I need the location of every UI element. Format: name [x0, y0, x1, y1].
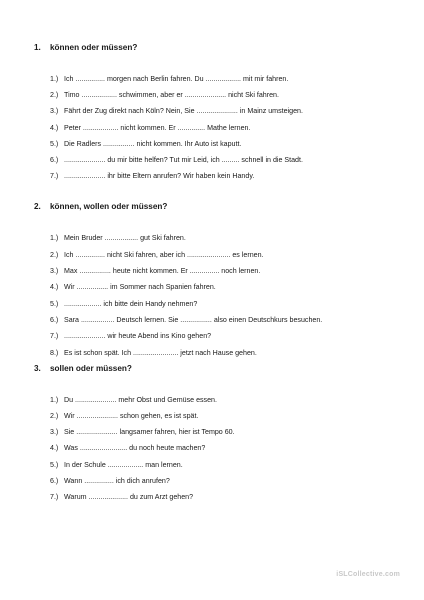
section-1-title: 1. können oder müssen? — [34, 43, 138, 52]
item-text: ..................... ihr bitte Eltern anrufen? Wir haben kein Handy. — [64, 172, 255, 180]
item-text: Max ................ heute nicht kommen. Er ............... noch lernen. — [64, 267, 261, 275]
item-text: Timo .................. schwimmen, aber er ..................... nicht Ski fahren. — [64, 91, 279, 99]
exercise-item — [50, 332, 211, 341]
item-text: Wir ................ im Sommer nach Spanien fahren. — [64, 283, 216, 291]
exercise-item — [50, 493, 193, 502]
item-text: Wir ..................... schon gehen, es ist spät. — [64, 412, 199, 420]
exercise-item — [50, 283, 216, 292]
item-number: 5.) — [50, 461, 59, 469]
item-text: Peter .................. nicht kommen. Er .............. Mathe lernen. — [64, 124, 251, 132]
exercise-item — [50, 234, 186, 243]
exercise-item — [50, 267, 260, 276]
item-number: 7.) — [50, 493, 59, 501]
item-text: Was ........................ du noch heute machen? — [64, 444, 206, 452]
exercise-item — [50, 396, 217, 405]
exercise-item — [50, 124, 250, 133]
exercise-item — [50, 107, 303, 116]
item-number: 1.) — [50, 234, 59, 242]
item-text: Ich ............... morgen nach Berlin fahren. Du .................. mit mir fahren. — [64, 75, 289, 83]
item-number: 6.) — [50, 316, 59, 324]
item-number: 2.) — [50, 91, 59, 99]
item-text: ................... ich bitte dein Handy nehmen? — [64, 300, 198, 308]
item-number: 4.) — [50, 444, 59, 452]
item-number: 8.) — [50, 349, 59, 357]
section-2-title: 2. können, wollen oder müssen? — [34, 202, 168, 211]
section-3-title: 3. sollen oder müssen? — [34, 364, 132, 373]
exercise-item — [50, 316, 322, 325]
exercise-item — [50, 412, 198, 421]
item-text: Du ..................... mehr Obst und Gemüse essen. — [64, 396, 217, 404]
item-text: Ich ............... nicht Ski fahren, aber ich ...................... es lernen. — [64, 251, 264, 259]
exercise-item — [50, 444, 205, 453]
item-text: Warum .................... du zum Arzt gehen? — [64, 493, 194, 501]
exercise-item — [50, 172, 254, 181]
exercise-item — [50, 140, 241, 149]
item-number: 1.) — [50, 75, 59, 83]
item-number: 2.) — [50, 412, 59, 420]
item-number: 4.) — [50, 124, 59, 132]
item-text: Sara ................. Deutsch lernen. Sie ................ also einen Deutschkurs besuchen. — [64, 316, 323, 324]
item-text: ..................... du mir bitte helfen? Tut mir Leid, ich ......... schnell in die Stadt. — [64, 156, 303, 164]
exercise-item — [50, 75, 288, 84]
item-number: 6.) — [50, 156, 59, 164]
item-number: 3.) — [50, 107, 59, 115]
exercise-item — [50, 300, 197, 309]
item-number: 1.) — [50, 396, 59, 404]
item-number: 5.) — [50, 300, 59, 308]
item-text: Fährt der Zug direkt nach Köln? Nein, Sie ..................... in Mainz umsteigen. — [64, 107, 303, 115]
item-number: 3.) — [50, 267, 59, 275]
item-number: 3.) — [50, 428, 59, 436]
item-text: Mein Bruder ................. gut Ski fahren. — [64, 234, 186, 242]
item-text: Sie ..................... langsamer fahren, hier ist Tempo 60. — [64, 428, 235, 436]
exercise-item — [50, 428, 235, 437]
exercise-item — [50, 349, 257, 358]
item-number: 7.) — [50, 332, 59, 340]
exercise-item — [50, 461, 183, 470]
exercise-item — [50, 91, 279, 100]
item-text: Es ist schon spät. Ich ....................... jetzt nach Hause gehen. — [64, 349, 257, 357]
watermark-footer: iSLCollective.com — [336, 571, 400, 578]
item-number: 5.) — [50, 140, 59, 148]
exercise-item — [50, 477, 170, 486]
item-number: 7.) — [50, 172, 59, 180]
item-number: 4.) — [50, 283, 59, 291]
item-text: Wann ............... ich dich anrufen? — [64, 477, 170, 485]
exercise-item — [50, 251, 264, 260]
item-text: In der Schule .................. man lernen. — [64, 461, 183, 469]
item-number: 6.) — [50, 477, 59, 485]
item-number: 2.) — [50, 251, 59, 259]
item-text: Die Radlers ................ nicht kommen. Ihr Auto ist kaputt. — [64, 140, 242, 148]
item-text: ..................... wir heute Abend ins Kino gehen? — [64, 332, 212, 340]
exercise-item — [50, 156, 303, 165]
